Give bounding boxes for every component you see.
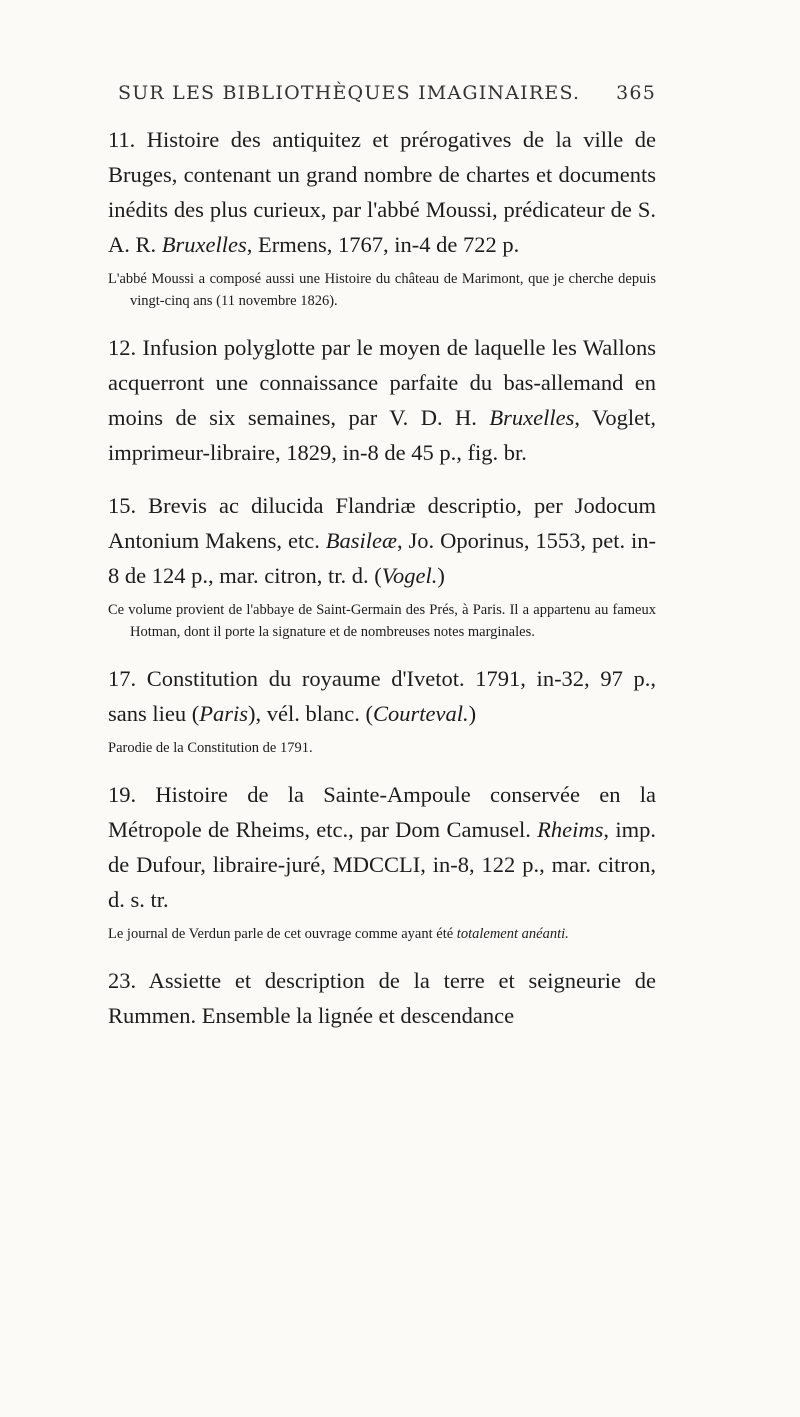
- entry-text: [108, 330, 656, 470]
- entry-text: [108, 777, 656, 917]
- entry-text-part: 11. Histoire des antiquitez et prérogatives de la ville de Bruges, contenant un grand nombre de chartes et documents inédits des plus curieux, par l'abbé Moussi, prédicateur de S. A. R.: [108, 127, 656, 257]
- catalog-entry-12: [108, 330, 656, 470]
- entry-text-part: , Ermens, 1767, in-4 de 722 p.: [246, 232, 520, 257]
- catalog-entry-15: [108, 488, 656, 643]
- entry-text-part: ), vél. blanc. (: [248, 701, 373, 726]
- entry-text-part: 12. Infusion polyglotte par le moyen de laquelle les Wallons acquerront une connaissance parfaite du bas-allemand en moins de six semaines, par V. D. H.: [108, 335, 656, 430]
- page-body: [108, 122, 656, 1051]
- entry-text-part: ): [437, 563, 445, 588]
- page-number: 365: [616, 82, 656, 104]
- entry-note-part: Le journal de Verdun parle de cet ouvrage comme ayant été: [108, 926, 457, 942]
- entry-note: L'abbé Moussi a composé aussi une Histoire du château de Marimont, que je cherche depuis vingt-cinq ans (11 novembre 1826).: [108, 271, 656, 309]
- entry-place: Bruxelles: [489, 405, 575, 430]
- entry-text: [108, 488, 656, 593]
- catalog-entry-19: [108, 777, 656, 945]
- entry-text-part: 17. Constitution du royaume d'Ivetot. 1791, in-32, 97 p., sans lieu (: [108, 666, 656, 726]
- entry-text-part: 19. Histoire de la Sainte-Ampoule conservée en la Métropole de Rheims, etc., par Dom Camusel.: [108, 782, 656, 842]
- catalog-entry-23: [108, 963, 656, 1033]
- entry-text-part: ): [468, 701, 477, 726]
- entry-text-part: , imp. de Dufour, libraire-juré, MDCCLI, in-8, 122 p., mar. citron, d. s. tr.: [108, 817, 656, 912]
- entry-place: Rheims: [537, 817, 604, 842]
- entry-binder: Vogel.: [381, 563, 438, 588]
- entry-text: [108, 122, 656, 262]
- entry-text-part: , Voglet, imprimeur-libraire, 1829, in-8 de 45 p., fig. br.: [108, 405, 656, 465]
- entry-note: Parodie de la Constitution de 1791.: [108, 740, 313, 756]
- entry-text: [108, 963, 656, 1033]
- entry-note: Ce volume provient de l'abbaye de Saint-Germain des Prés, à Paris. Il a appartenu au fameux Hotman, dont il porte la signature et de nombreuses notes marginales.: [108, 602, 656, 640]
- entry-place: Basileæ: [325, 528, 397, 553]
- entry-text-part: 15. Brevis ac dilucida Flandriæ descriptio, per Jodocum Antonium Makens, etc.: [108, 493, 656, 553]
- catalog-entry-17: [108, 661, 656, 759]
- catalog-entry-11: [108, 122, 656, 312]
- entry-binder: Courteval.: [372, 701, 469, 726]
- entry-note: [108, 923, 656, 945]
- entry-text-part: 23. Assiette et description de la terre et seigneurie de Rummen. Ensemble la lignée et descendance: [108, 968, 656, 1028]
- entry-text-part: , Jo. Oporinus, 1553, pet. in-8 de 124 p., mar. citron, tr. d. (: [108, 528, 656, 588]
- running-header: [118, 82, 656, 104]
- entry-note-italic: totalement anéanti.: [456, 926, 569, 942]
- running-title: SUR LES BIBLIOTHÈQUES IMAGINAIRES.: [118, 82, 581, 104]
- entry-place: Paris: [199, 701, 248, 726]
- entry-text: [108, 661, 656, 731]
- entry-place: Bruxelles: [161, 232, 247, 257]
